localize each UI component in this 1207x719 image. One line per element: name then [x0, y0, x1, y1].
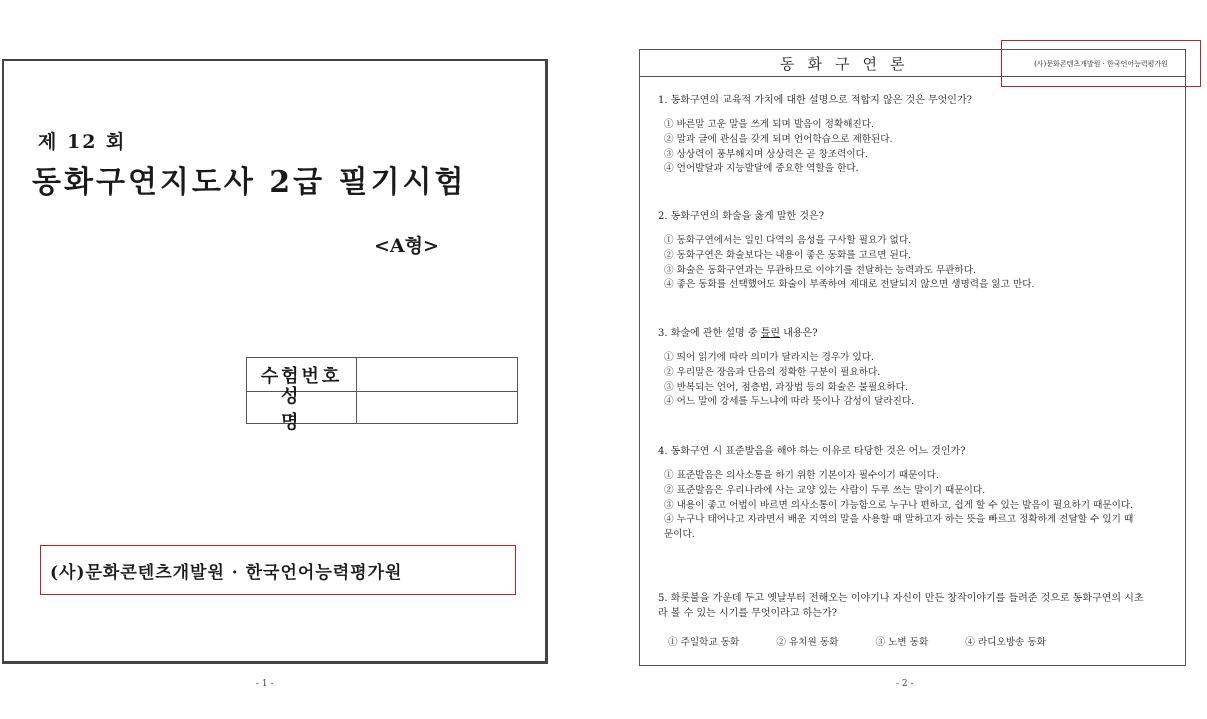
question-text-start: 3. 화술에 관한 설명 중	[658, 328, 761, 339]
option-4[interactable]: ④ 언어발달과 지능발달에 중요한 역할을 한다.	[664, 163, 859, 175]
exam-number-label: 수험번호	[247, 358, 357, 391]
exam-cover-page	[2, 59, 548, 664]
question-text: 2. 동화구연의 화술을 옳게 말한 것은?	[658, 211, 825, 222]
option-1[interactable]: ① 주일학교 동화	[668, 637, 740, 648]
option-2[interactable]: ② 표준발음은 우리나라에 사는 교양 있는 사람이 두루 쓰는 말이기 때문이다.	[664, 484, 986, 496]
name-label: 성명	[247, 391, 357, 424]
question-text: 1. 동화구연의 교육적 가치에 대한 설명으로 적합지 않은 것은 무엇인가?	[658, 95, 972, 106]
name-field[interactable]	[357, 391, 517, 424]
option-4[interactable]: ④ 어느 말에 강세를 두느냐에 따라 뜻이나 감성이 달라진다.	[664, 396, 915, 408]
option-4[interactable]: ④ 누구나 태어나고 자라면서 배운 지역의 말을 사용할 때 말하고자 하는 뜻을 빠르고 정확하게 전달할 수 있기 때문이다.	[664, 514, 1134, 541]
section-title: 동화구연론	[780, 55, 918, 73]
option-3[interactable]: ③ 내용이 좋고 어법이 바르면 의사소통이 가능함으로 누구나 편하고, 쉽게 할 수 있는 발음이 필요하기 때문이다.	[664, 499, 1134, 511]
question-text: 4. 동화구연 시 표준발음을 해야 하는 이유로 타당한 것은 어느 것인가?	[658, 446, 966, 457]
page-number-2: - 2 -	[896, 679, 914, 689]
options-list	[658, 469, 1178, 543]
exam-type: <A형>	[374, 235, 439, 257]
exam-title: 동화구연지도사 2급 필기시험	[32, 165, 467, 200]
question-4	[658, 444, 1178, 543]
examinee-info-box	[246, 357, 518, 433]
options-list	[658, 118, 1178, 177]
option-4[interactable]: ④ 좋은 동화를 선택했어도 화술이 부족하여 제대로 전달되지 않으면 생명력을 잃고 만다.	[664, 279, 1035, 291]
option-1[interactable]: ① 표준발음은 의사소통을 하기 위한 기본이자 필수이기 때문이다.	[664, 470, 939, 481]
question-text	[658, 326, 1178, 341]
option-3[interactable]: ③ 화술은 동화구연과는 무관하므로 이야기를 전달하는 능력과도 무관하다.	[664, 264, 977, 276]
question-text: 5. 화롯불을 가운데 두고 옛날부터 전해오는 이야기나 자신이 만든 창작이야기를 들려준 것으로 동화구연의 시초라 볼 수 있는 시기를 무엇이라고 하는가?	[658, 593, 1144, 619]
question-3	[658, 326, 1178, 410]
exam-round: 제 12 회	[38, 131, 127, 153]
option-1[interactable]: ① 띄어 읽기에 따라 의미가 달라지는 경우가 있다.	[664, 352, 875, 363]
option-1[interactable]: ① 바른말 고운 말을 쓰게 되며 발음이 정확해진다.	[664, 119, 875, 130]
question-1	[658, 93, 1178, 177]
options-list	[658, 234, 1178, 293]
option-4[interactable]: ④ 라디오방송 동화	[965, 637, 1046, 648]
option-2[interactable]: ② 우리말은 장음과 단음의 정확한 구분이 필요하다.	[664, 366, 881, 378]
option-2[interactable]: ② 동화구연은 화술보다는 내용이 좋은 동화를 고르면 된다.	[664, 249, 912, 261]
option-1[interactable]: ① 동화구연에서는 일인 다역의 음성을 구사할 필요가 없다.	[664, 235, 912, 246]
question-text-end: 내용은?	[780, 328, 818, 339]
options-list	[658, 634, 1178, 648]
page-header	[640, 50, 1185, 77]
organization-name: (사)문화콘텐츠개발원 · 한국언어능력평가원	[40, 545, 516, 595]
option-3[interactable]: ③ 노변 동화	[875, 637, 929, 648]
name-row	[247, 385, 517, 433]
exam-question-page	[639, 49, 1186, 666]
options-list	[658, 351, 1178, 410]
question-5	[658, 591, 1178, 648]
exam-number-field[interactable]	[357, 358, 517, 391]
question-emphasis: 틀린	[760, 328, 781, 339]
header-organization: (사)문화콘텐츠개발원 · 한국언어능력평가원	[1001, 40, 1201, 87]
option-2[interactable]: ② 말과 글에 관심을 갖게 되며 언어학습으로 제한된다.	[664, 133, 893, 145]
question-2	[658, 209, 1178, 293]
option-3[interactable]: ③ 상상력이 풍부해지며 상상력은 곧 창조력이다.	[664, 148, 868, 160]
option-2[interactable]: ② 유치원 동화	[776, 637, 839, 648]
page-number-1: - 1 -	[256, 679, 274, 689]
option-3[interactable]: ③ 반복되는 언어, 점층법, 과장법 등의 화술은 불필요하다.	[664, 381, 908, 393]
